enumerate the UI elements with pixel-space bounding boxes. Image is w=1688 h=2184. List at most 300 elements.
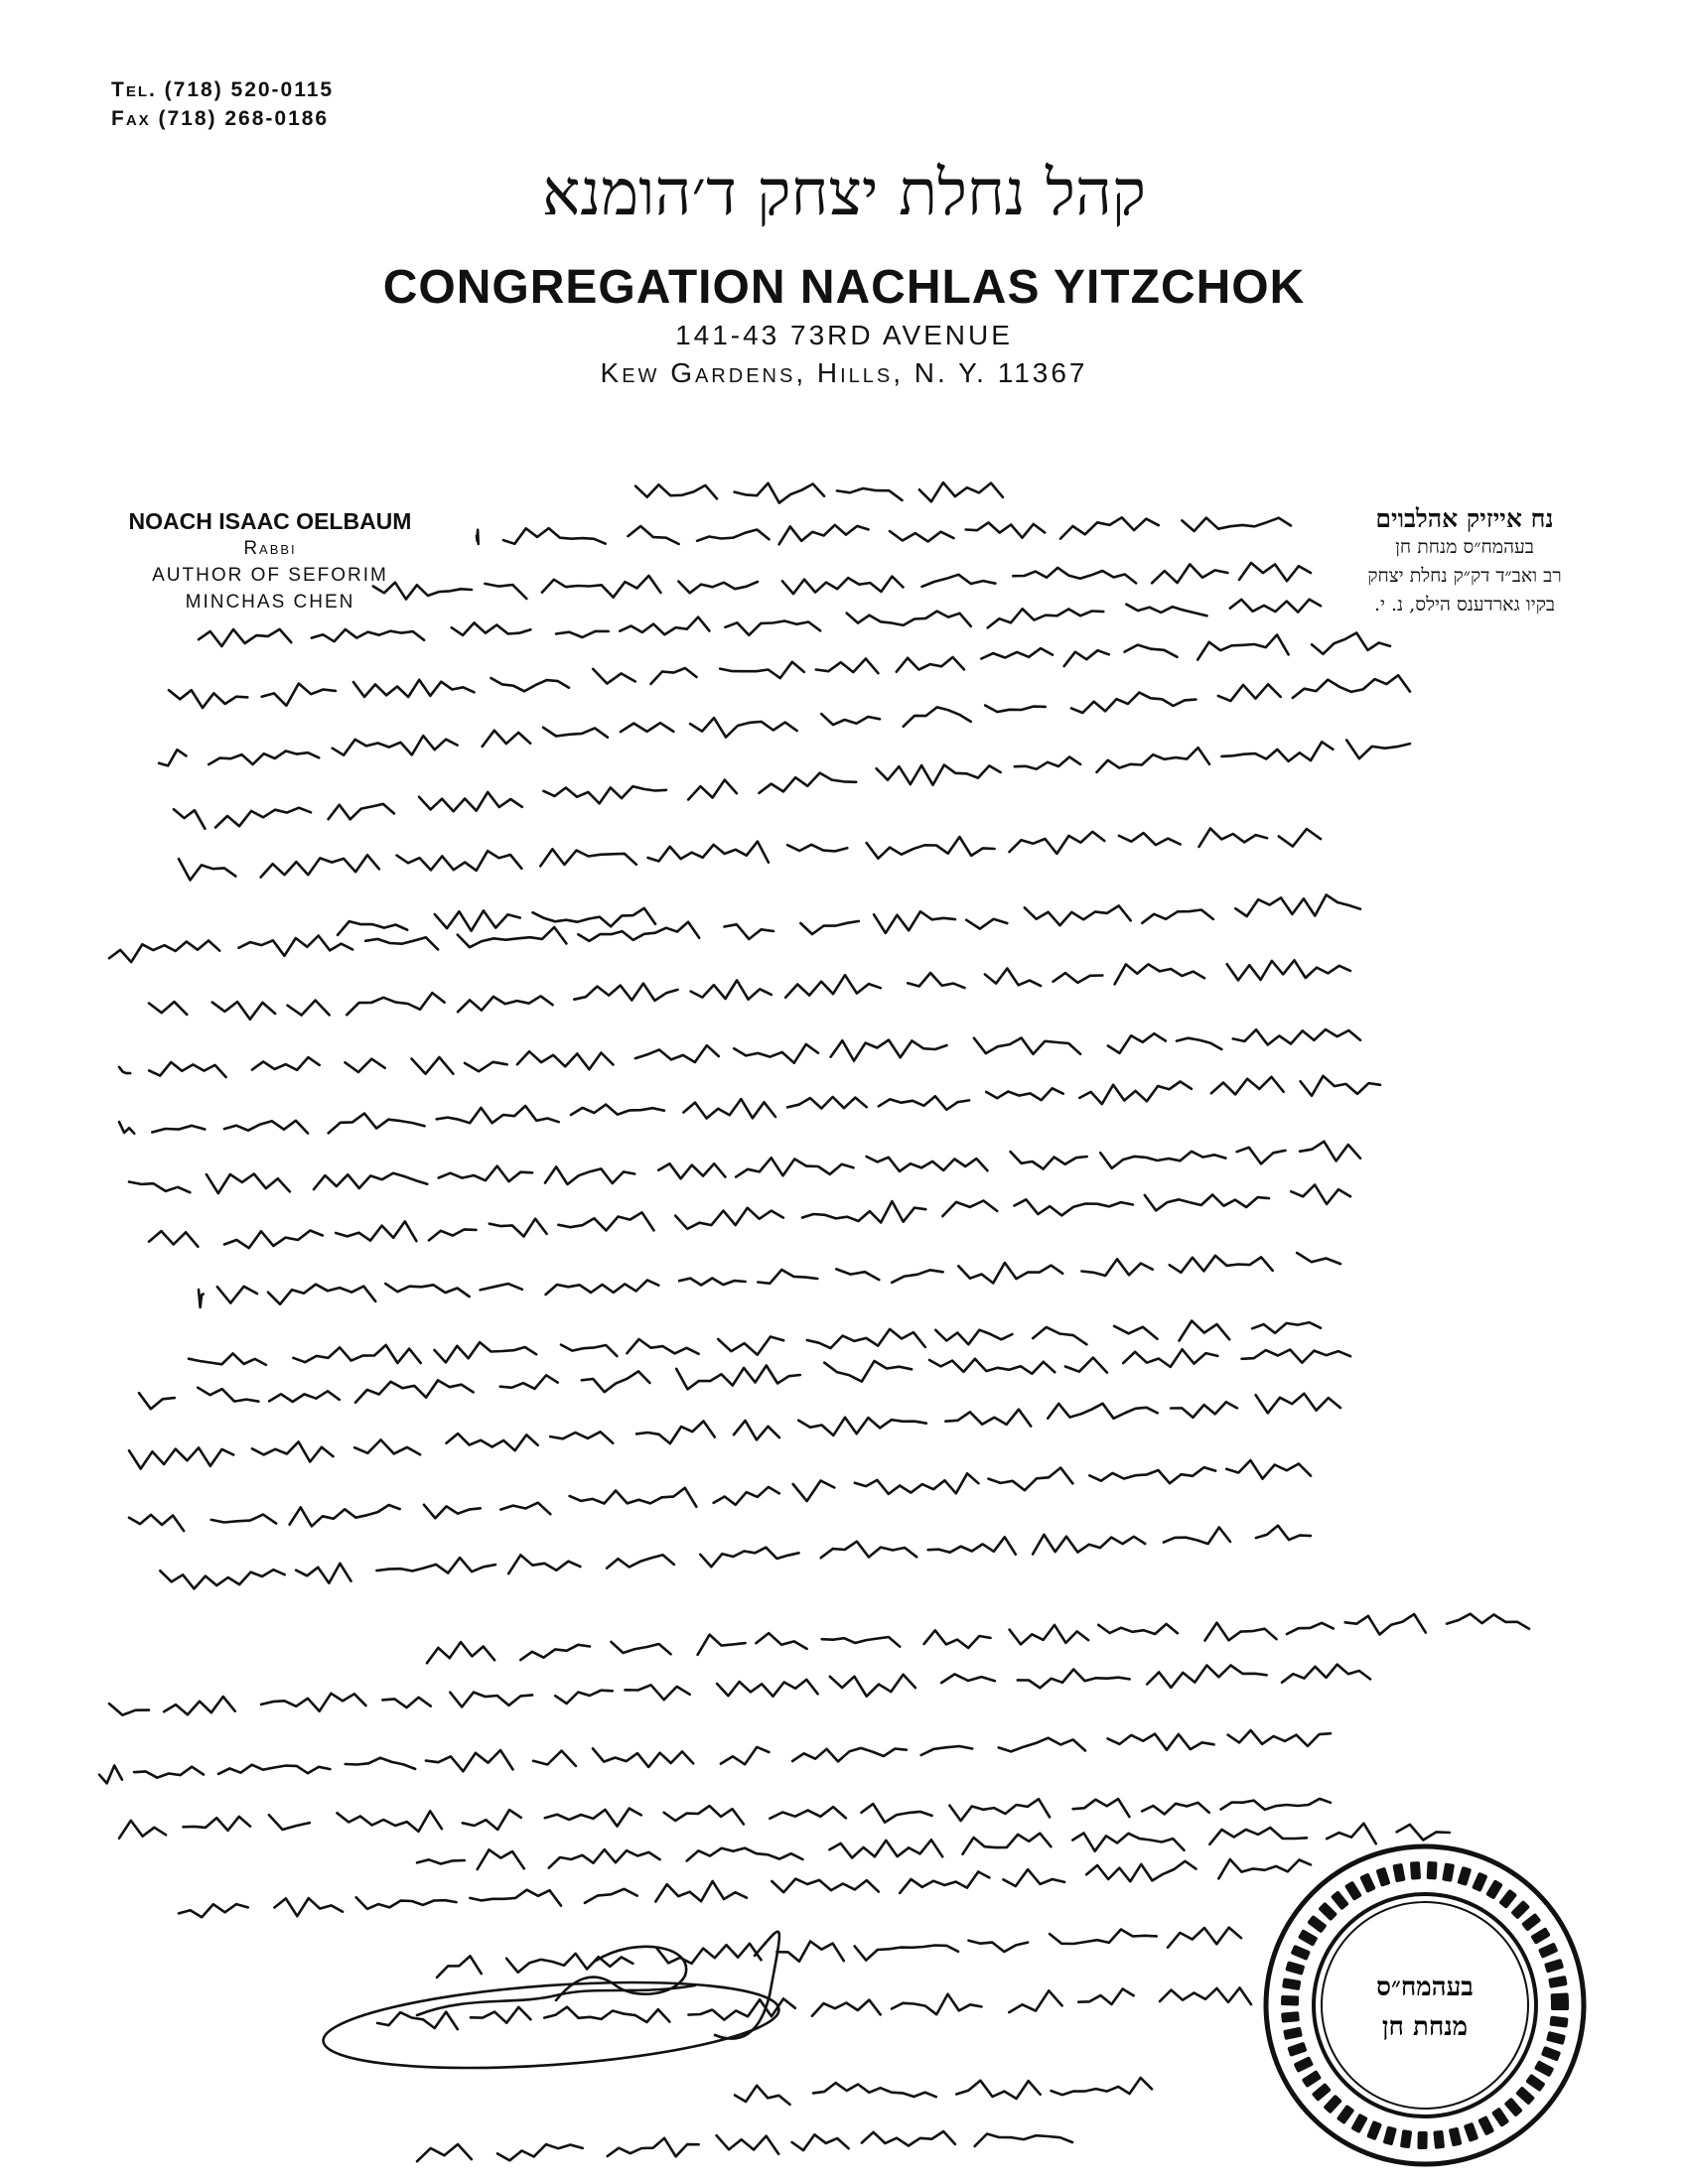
handwriting-stroke <box>336 1221 416 1241</box>
handwriting-stroke <box>574 984 677 1001</box>
handwriting-stroke <box>1073 1799 1130 1817</box>
handwriting-stroke <box>546 1281 659 1296</box>
handwriting-stroke <box>969 1941 1029 1952</box>
handwriting-stroke <box>290 1505 400 1526</box>
stamp-ring-glyph <box>1285 1961 1305 1976</box>
stamp-center-line-1: בעהמח״ס <box>1376 1973 1474 2002</box>
handwriting-stroke <box>935 1330 1012 1345</box>
handwriting-stroke <box>928 1537 1016 1554</box>
handwriting-stroke <box>99 1766 122 1784</box>
handwriting-stroke <box>1078 1989 1134 2005</box>
handwriting-stroke <box>556 631 609 637</box>
rabbi-hebrew-line-2: רב ואב״ד דק״ק נחלת יצחק <box>1367 565 1562 587</box>
handwriting-stroke <box>772 1879 879 1893</box>
handwriting-stroke <box>382 1698 430 1707</box>
handwriting-stroke <box>1346 741 1410 759</box>
handwriting-stroke <box>500 1503 550 1515</box>
handwriting-stroke <box>1033 1327 1086 1344</box>
stamp-ring-glyph <box>1521 1913 1541 1932</box>
handwriting-stroke <box>346 1758 415 1769</box>
handwriting-stroke <box>1025 905 1131 925</box>
handwriting-stroke <box>612 1642 671 1654</box>
handwriting-stroke <box>491 678 569 691</box>
stamp-ring-glyph <box>1350 2114 1367 2134</box>
handwriting-stroke <box>463 1810 521 1830</box>
handwriting-stroke <box>1221 742 1333 761</box>
handwriting-stroke <box>215 808 311 828</box>
handwriting-stroke <box>217 1287 257 1303</box>
handwriting-stroke <box>129 1182 190 1193</box>
handwriting-stroke <box>678 582 758 594</box>
handwriting-stroke <box>578 922 699 941</box>
handwriting-stroke <box>1115 964 1204 984</box>
handwriting-stroke <box>758 1270 817 1284</box>
handwriting-stroke <box>209 751 319 765</box>
rabbi-hebrew-line-3: בקיו גארדענס הילס, נ. י. <box>1373 594 1556 615</box>
handwriting-stroke <box>831 1040 947 1061</box>
handwriting-stroke <box>373 583 472 600</box>
handwriting-stroke <box>439 1166 532 1182</box>
handwriting-stroke <box>985 969 1041 987</box>
handwriting-stroke <box>417 1859 465 1863</box>
handwriting-stroke <box>268 1285 375 1304</box>
handwriting-stroke <box>159 750 187 765</box>
stamp-ring-glyph <box>1302 2070 1323 2088</box>
handwriting-stroke <box>988 609 1104 627</box>
handwriting-stroke <box>533 908 656 926</box>
handwriting-stroke <box>627 1339 698 1354</box>
handwriting-stroke <box>435 910 520 930</box>
handwriting-stroke <box>224 1121 308 1134</box>
handwriting-stroke <box>683 1099 775 1118</box>
handwriting-stroke <box>607 1555 674 1568</box>
handwriting-stroke <box>199 1290 204 1307</box>
handwriting-stroke <box>1291 1185 1350 1205</box>
handwriting-stroke <box>1447 1614 1529 1629</box>
handwriting-stroke <box>169 690 247 708</box>
handwriting-stroke <box>478 1849 524 1869</box>
handwriting-stroke <box>1009 1990 1061 2012</box>
handwriting-stroke <box>813 2083 936 2097</box>
handwriting-stroke <box>635 1045 719 1062</box>
handwriting-stroke <box>922 575 996 587</box>
handwriting-stroke <box>164 1697 235 1714</box>
stamp-ring-glyph <box>1549 2016 1568 2028</box>
handwriting-stroke <box>974 1038 1080 1054</box>
stamp-ring-glyph <box>1457 1866 1472 1886</box>
handwriting-stroke <box>735 2086 790 2105</box>
handwriting-stroke <box>829 1840 942 1857</box>
handwriting-stroke <box>134 1767 204 1778</box>
handwriting-stroke <box>621 723 673 732</box>
handwriting-stroke <box>1235 894 1360 916</box>
book-title: MINCHAS CHEN <box>185 592 355 613</box>
handwriting-stroke <box>483 731 531 747</box>
stamp-ring-glyph <box>1504 2098 1523 2117</box>
handwriting-stroke <box>890 531 953 541</box>
handwriting-stroke <box>892 1994 981 2015</box>
handwriting-stroke <box>477 530 479 544</box>
handwriting-stroke <box>1345 1614 1426 1635</box>
handwriting-stroke <box>1072 1834 1184 1851</box>
handwriting-stroke <box>1237 1148 1286 1164</box>
handwriting-stroke <box>582 1371 650 1392</box>
handwriting-stroke <box>986 1088 1062 1100</box>
handwriting-stroke <box>966 522 1045 537</box>
handwriting-stroke <box>109 941 219 963</box>
handwriting-stroke <box>520 1645 590 1660</box>
handwriting-stroke <box>822 1637 901 1647</box>
handwriting-stroke <box>1197 635 1288 660</box>
stamp-ring-glyph <box>1383 2125 1397 2145</box>
handwriting-stroke <box>657 1944 762 1964</box>
handwriting-stroke <box>212 1002 275 1020</box>
stamp-ring-glyph <box>1283 2027 1303 2041</box>
handwriting-stroke <box>508 1555 580 1573</box>
handwriting-stroke <box>437 1956 482 1978</box>
handwriting-stroke <box>966 919 1007 929</box>
handwriting-stroke <box>770 1807 846 1819</box>
handwriting-stroke <box>570 1488 697 1507</box>
handwriting-stroke <box>900 1872 989 1893</box>
handwriting-stroke <box>721 1747 770 1764</box>
handwriting-stroke <box>658 1163 725 1178</box>
handwriting-stroke <box>129 1447 233 1468</box>
handwriting-stroke <box>812 2000 881 2016</box>
handwriting-stroke <box>787 1097 867 1109</box>
handwriting-stroke <box>252 1057 320 1070</box>
stamp-ring-glyph <box>1442 1862 1455 1881</box>
handwriting-stroke <box>338 921 407 935</box>
handwriting-stroke <box>941 1674 995 1683</box>
handwriting-stroke <box>836 1269 879 1280</box>
handwriting-stroke <box>793 1481 835 1502</box>
handwriting-stroke <box>450 1693 532 1707</box>
stamp-ring-glyph <box>1400 2129 1412 2148</box>
stamp-ring-glyph <box>1477 2116 1494 2136</box>
handwriting-stroke <box>149 1062 225 1077</box>
handwriting-stroke <box>725 621 820 635</box>
stamp-ring-glyph <box>1366 2120 1382 2140</box>
handwriting-stroke <box>447 1433 538 1450</box>
handwriting-stroke <box>698 1635 746 1655</box>
handwriting-stroke <box>651 668 697 684</box>
handwriting-stroke <box>628 526 678 544</box>
handwriting-stroke <box>1064 650 1109 666</box>
stamp-ring-glyph <box>1433 2130 1445 2149</box>
handwriting-stroke <box>1230 600 1321 613</box>
handwriting-stroke <box>1233 1029 1360 1045</box>
handwriting-stroke <box>333 736 458 755</box>
handwriting-stroke <box>1142 910 1213 923</box>
handwriting-stroke <box>356 1897 457 1909</box>
handwriting-stroke <box>1048 1404 1157 1419</box>
handwriting-stroke <box>1282 1665 1370 1683</box>
handwriting-stroke <box>690 718 797 738</box>
handwriting-stroke <box>897 657 964 672</box>
stamp-ring-glyph <box>1464 2122 1479 2142</box>
handwriting-stroke <box>545 1166 634 1184</box>
handwriting-stroke <box>189 1353 266 1365</box>
stamp-ring-glyph <box>1318 1902 1337 1922</box>
handwriting-stroke <box>585 1889 637 1903</box>
handwriting-stroke <box>1218 684 1281 701</box>
handwriting-stroke <box>735 483 824 503</box>
handwriting-stroke <box>862 1804 932 1823</box>
handwriting-stroke <box>1227 960 1350 980</box>
handwriting-stroke <box>736 1158 853 1176</box>
handwriting-stroke <box>956 2081 1040 2099</box>
handwriting-stroke <box>1180 1321 1230 1341</box>
handwriting-stroke <box>490 1219 547 1237</box>
handwriting-stroke <box>892 1270 943 1283</box>
handwriting-stroke <box>160 1570 284 1588</box>
handwriting-stroke <box>1065 1358 1107 1373</box>
handwriting-stroke <box>1126 605 1206 616</box>
address-street: 141-43 73RD AVENUE <box>675 320 1013 350</box>
handwriting-stroke <box>855 1473 979 1494</box>
handwriting-stroke <box>945 1410 1031 1427</box>
stamp-ring-glyph <box>1282 1978 1301 1990</box>
handwriting-stroke <box>211 1515 276 1524</box>
handwriting-stroke <box>1033 1535 1145 1555</box>
handwriting-stroke <box>1011 1152 1087 1169</box>
handwriting-stroke <box>981 648 1053 658</box>
handwriting-stroke <box>1060 517 1159 538</box>
rabbi-hebrew-line-1: בעהמח״ס מנחת חן <box>1395 536 1534 558</box>
handwriting-stroke <box>179 859 235 880</box>
handwriting-stroke <box>198 1388 258 1402</box>
handwriting-stroke <box>542 576 661 598</box>
handwriting-stroke <box>152 1126 205 1133</box>
handwriting-stroke <box>1108 1734 1214 1750</box>
handwriting-stroke <box>506 1954 633 1973</box>
handwriting-stroke <box>608 2138 699 2157</box>
stamp-ring-glyph <box>1472 1872 1487 1893</box>
handwriting-stroke <box>1081 1259 1152 1276</box>
handwriting-stroke <box>252 1441 334 1461</box>
handwriting-stroke <box>458 996 552 1012</box>
rabbinic-seal-stamp <box>1256 1837 1594 2174</box>
handwriting-stroke <box>718 1337 783 1355</box>
handwriting-stroke <box>296 1564 351 1583</box>
handwriting-stroke <box>1164 1528 1230 1545</box>
handwriting-stroke <box>800 921 859 934</box>
handwriting-stroke <box>1211 1077 1284 1095</box>
handwriting-stroke <box>376 1558 495 1573</box>
handwriting-stroke <box>636 1422 715 1444</box>
handwriting-stroke <box>1089 1467 1215 1483</box>
handwriting-stroke <box>867 1157 988 1171</box>
handwriting-stroke <box>785 975 881 998</box>
handwriting-stroke <box>397 851 522 871</box>
handwriting-stroke <box>734 1044 818 1063</box>
handwriting-stroke <box>877 765 1001 785</box>
handwriting-stroke <box>1279 829 1321 847</box>
handwriting-stroke <box>1205 1623 1277 1641</box>
handwriting-stroke <box>1050 1930 1157 1945</box>
stamp-ring-glyph <box>1530 1927 1551 1945</box>
handwriting-stroke <box>1242 1350 1351 1363</box>
rabbi-name-hebrew: נח אייזיק אהלבוים <box>1375 504 1554 533</box>
handwriting-stroke <box>958 1263 1062 1284</box>
handwriting-stroke <box>782 577 904 595</box>
handwriting-stroke <box>816 659 879 674</box>
handwriting-stroke <box>688 780 737 800</box>
handwriting-stroke <box>787 845 847 852</box>
stamp-ring-glyph <box>1323 2095 1342 2115</box>
handwriting-stroke <box>261 855 379 877</box>
handwriting-stroke <box>691 981 772 1000</box>
stamp-ring-glyph <box>1491 2107 1509 2127</box>
handwriting-stroke <box>676 1366 800 1390</box>
handwriting-stroke <box>989 1468 1073 1491</box>
handwriting-stroke <box>1312 633 1390 654</box>
handwriting-stroke <box>620 617 709 635</box>
handwriting-stroke <box>837 488 903 500</box>
handwriting-stroke <box>427 1642 494 1663</box>
handwriting-stroke <box>700 1548 798 1568</box>
handwriting-stroke <box>1182 518 1291 531</box>
fax-number: Fax (718) 268-0186 <box>111 107 330 130</box>
handwriting-stroke <box>129 1515 184 1531</box>
handwriting-stroke <box>434 1342 536 1362</box>
handwriting-stroke <box>1013 568 1136 584</box>
handwriting-stroke <box>503 528 606 544</box>
handwriting-stroke <box>419 792 522 811</box>
handwriting-stroke <box>571 1105 664 1115</box>
handwriting-stroke <box>533 1751 576 1766</box>
handwriting-stroke <box>1052 2078 1152 2095</box>
handwriting-stroke <box>792 2134 849 2150</box>
handwriting-stroke <box>1054 973 1103 983</box>
handwriting-stroke <box>179 1904 248 1917</box>
handwriting-stroke <box>426 1750 513 1771</box>
handwriting-stroke <box>1168 1928 1241 1948</box>
handwriting-stroke <box>862 2131 955 2146</box>
handwriting-stroke <box>365 937 438 949</box>
handwriting-stroke <box>779 525 869 545</box>
stamp-ring-glyph <box>1534 2060 1555 2077</box>
handwriting-stroke <box>1287 1623 1334 1634</box>
handwriting-stroke <box>798 1418 926 1435</box>
stamp-ring-glyph <box>1449 2127 1463 2147</box>
handwriting-stroke <box>1123 1349 1217 1367</box>
handwriting-stroke <box>544 2007 669 2022</box>
handwriting-stroke <box>555 1691 613 1704</box>
handwriting-stroke <box>1239 563 1311 581</box>
stamp-ring-glyph <box>1410 1861 1421 1880</box>
handwriting-stroke <box>975 2134 1072 2146</box>
handwriting-stroke <box>697 530 769 541</box>
stamp-ring-glyph <box>1281 2011 1300 2023</box>
handwriting-stroke <box>385 1284 469 1297</box>
handwriting-stroke <box>517 1051 614 1069</box>
phone-number: Tel. (718) 520-0115 <box>111 78 335 101</box>
handwriting-stroke <box>921 1746 973 1755</box>
handwriting-stroke <box>269 1815 310 1830</box>
stamp-ring-glyph <box>1294 2056 1315 2073</box>
handwriting-stroke <box>355 1380 474 1402</box>
handwriting-stroke <box>452 622 531 635</box>
handwriting-stroke <box>239 936 353 956</box>
stamp-ring-glyph <box>1546 2031 1566 2045</box>
stamp-ring-glyph <box>1498 1889 1517 1909</box>
handwriting-stroke <box>847 612 971 626</box>
handwriting-stroke <box>485 584 526 599</box>
handwriting-stroke <box>664 1806 744 1824</box>
handwriting-stroke <box>288 1001 330 1016</box>
stamp-ring-glyph <box>1538 1942 1559 1958</box>
handwriting-stroke <box>792 1748 907 1762</box>
handwriting-stroke <box>760 773 857 793</box>
handwriting-stroke <box>1297 1253 1340 1264</box>
handwriting-stroke <box>1145 1195 1269 1211</box>
stamp-ring-glyph <box>1525 2074 1545 2093</box>
handwriting-stroke <box>550 1432 613 1442</box>
handwriting-stroke <box>824 1361 912 1382</box>
handwriting-stroke <box>776 1942 843 1962</box>
handwriting-stroke <box>1114 1326 1157 1339</box>
handwriting-stroke <box>1015 757 1080 769</box>
handwriting-stroke <box>424 1505 481 1519</box>
handwriting-stroke <box>1228 1730 1331 1746</box>
stamp-ring-glyph <box>1291 1945 1311 1961</box>
handwriting-stroke <box>919 482 1003 501</box>
stamp-ring-glyph <box>1510 1900 1530 1920</box>
handwriting-stroke <box>1015 1199 1133 1215</box>
handwriting-stroke <box>1108 1033 1166 1053</box>
handwriting-stroke <box>1177 1038 1221 1049</box>
handwriting-stroke <box>1119 833 1181 845</box>
handwriting-stroke <box>561 1345 617 1357</box>
handwriting-stroke <box>879 1096 969 1110</box>
handwriting-stroke <box>675 1208 783 1229</box>
handwriting-stroke <box>199 629 291 646</box>
handwriting-stroke <box>174 809 205 829</box>
stamp-center-line-2: מנחת חן <box>1381 2012 1469 2042</box>
stamp-ring-glyph <box>1307 1915 1327 1934</box>
handwriting-stroke <box>908 973 964 988</box>
stamp-ring-glyph <box>1548 1976 1567 1988</box>
handwriting-stroke <box>437 1106 559 1123</box>
rabbi-title: Rabbi <box>243 538 297 559</box>
handwriting-stroke <box>924 1630 991 1648</box>
stamp-ring-glyph <box>1541 2046 1561 2062</box>
stamp-ring-glyph <box>1312 2083 1332 2102</box>
stamp-ring-glyph <box>1392 1863 1405 1883</box>
handwritten-signature <box>321 1932 781 2081</box>
stamp-ring-glyph <box>1287 2042 1307 2057</box>
handwriting-stroke <box>338 1811 442 1832</box>
handwriting-stroke <box>687 1848 803 1861</box>
handwriting-stroke <box>497 2144 583 2160</box>
stamp-ring-glyph <box>1515 2086 1535 2105</box>
handwriting-stroke <box>802 1201 925 1222</box>
handwriting-stroke <box>1160 1987 1251 2004</box>
handwriting-stroke <box>545 1809 641 1827</box>
handwriting-stroke <box>353 680 475 697</box>
handwriting-stroke <box>593 1748 693 1767</box>
handwriting-stroke <box>929 1359 1055 1374</box>
handwriting-stroke <box>626 1685 690 1700</box>
handwriting-stroke <box>999 1738 1085 1752</box>
handwriting-stroke <box>262 684 336 706</box>
handwriting-stroke <box>218 1765 330 1774</box>
handwriting-stroke <box>261 1694 365 1711</box>
handwriting-stroke <box>329 1114 425 1134</box>
handwriting-stroke <box>593 669 635 684</box>
